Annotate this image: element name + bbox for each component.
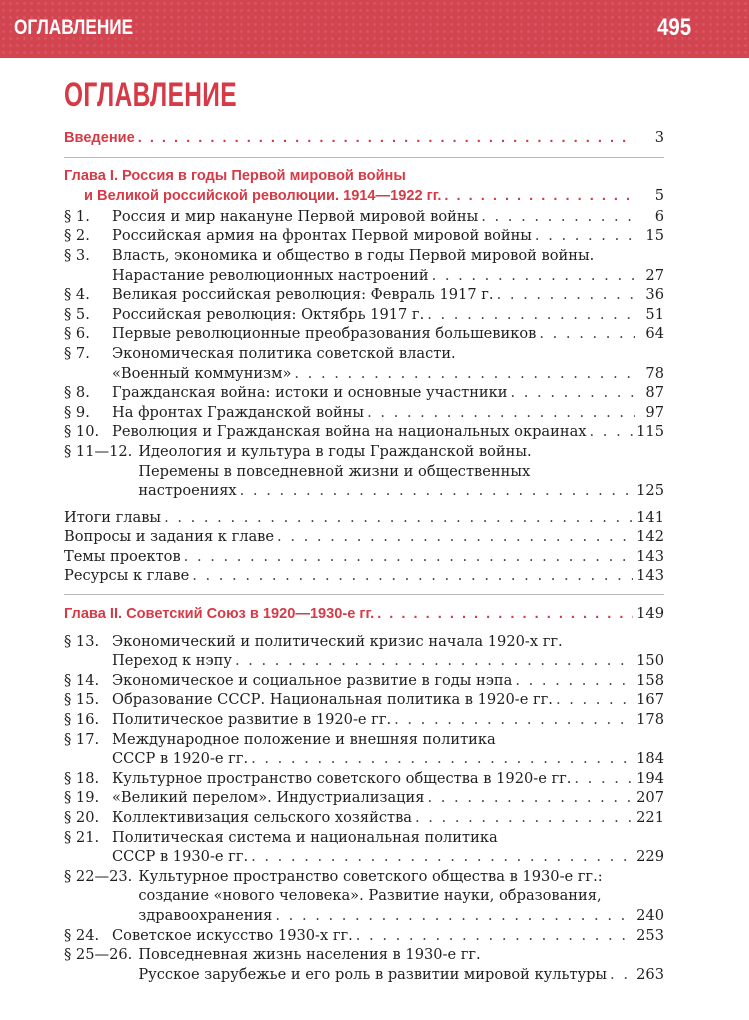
- section-title-line: «Великий перелом». Индустриализация: [112, 789, 425, 807]
- section-body: [138, 867, 664, 926]
- section-title-line: Экономическое и социальное развитие в годы нэпа: [112, 671, 513, 689]
- extra-page: 141: [636, 508, 664, 526]
- section-title-line: Великая российская революция: Февраль 1917 г.: [112, 286, 494, 304]
- section-page: 6: [654, 207, 664, 225]
- section-title-line: Образование СССР. Национальная политика в 1920-е гг.: [112, 691, 553, 709]
- leader-dots: [610, 965, 633, 985]
- section-number: § 17.: [64, 730, 100, 748]
- section-title-line: Первые революционные преобразования большевиков: [112, 325, 537, 343]
- toc-section[interactable]: [64, 422, 664, 442]
- leader-dots: [394, 710, 633, 730]
- section-number: § 22—23.: [64, 867, 133, 885]
- leader-dots: [275, 906, 633, 926]
- section-body: [112, 344, 664, 383]
- section-title-line: Экономическая политика советской власти.: [112, 344, 456, 362]
- section-body: [112, 710, 664, 730]
- section-title-line: Повседневная жизнь населения в 1930-е гг.: [138, 946, 481, 964]
- section-body: [112, 769, 664, 789]
- toc-intro[interactable]: [64, 128, 664, 149]
- toc-section[interactable]: [64, 769, 664, 789]
- toc-chapter-1[interactable]: [64, 167, 664, 207]
- section-number: § 7.: [64, 344, 90, 362]
- section-body: [112, 828, 664, 867]
- section-page: 194: [636, 769, 664, 787]
- section-page: 27: [645, 266, 664, 284]
- divider: [64, 594, 664, 595]
- section-body: [112, 730, 664, 769]
- section-title-line: СССР в 1930-е гг.: [112, 848, 249, 866]
- section-number: § 15.: [64, 691, 100, 709]
- section-body: [112, 226, 664, 246]
- section-number: § 18.: [64, 769, 100, 787]
- section-number: § 21.: [64, 828, 100, 846]
- chapter-2-sections: [64, 632, 664, 985]
- leader-dots: [251, 749, 633, 769]
- toc-section[interactable]: [64, 710, 664, 730]
- toc-section[interactable]: [64, 207, 664, 227]
- leader-dots: [184, 547, 633, 567]
- toc-chapter-2[interactable]: [64, 604, 664, 625]
- section-page: 150: [636, 652, 664, 670]
- section-page: 15: [645, 227, 664, 245]
- leader-dots: [427, 305, 635, 325]
- toc-section[interactable]: [64, 383, 664, 403]
- leader-dots: [590, 422, 634, 442]
- toc-section[interactable]: [64, 632, 664, 671]
- leader-dots: [377, 605, 633, 625]
- section-title-line: Перемены в повседневной жизни и общественных: [138, 462, 531, 480]
- page-header: [0, 0, 749, 58]
- section-body: [112, 422, 664, 442]
- section-number: § 3.: [64, 246, 90, 264]
- section-title-line: Русское зарубежье и его роль в развитии мировой культуры: [138, 965, 608, 983]
- extra-title: Вопросы и задания к главе: [64, 528, 275, 546]
- section-title-line: Российская армия на фронтах Первой мировой войны: [112, 227, 532, 245]
- section-number: § 16.: [64, 711, 100, 729]
- extra-page: 143: [636, 567, 664, 585]
- section-title-line: Идеология и культура в годы Гражданской войны.: [138, 442, 532, 460]
- toc-section[interactable]: [64, 788, 664, 808]
- section-number: § 2.: [64, 227, 90, 245]
- chapter-2-page: 149: [636, 605, 664, 623]
- section-title-line: Советское искусство 1930-х гг.: [112, 926, 353, 944]
- leader-dots: [251, 847, 633, 867]
- section-title-line: Коллективизация сельского хозяйства: [112, 809, 412, 826]
- leader-dots: [367, 403, 635, 423]
- extra-title: Итоги главы: [64, 508, 162, 526]
- leader-dots: [277, 527, 633, 547]
- page-title: ОГЛАВЛЕНИЕ: [64, 76, 237, 114]
- chapter-1-sections: [64, 207, 664, 501]
- section-body: [112, 403, 664, 423]
- section-number: § 14.: [64, 671, 100, 689]
- toc-extra[interactable]: [64, 527, 664, 547]
- toc-section[interactable]: [64, 324, 664, 344]
- section-page: 51: [645, 305, 664, 323]
- section-number: § 24.: [64, 926, 100, 944]
- section-title-line: Революция и Гражданская война на национальных окраинах: [112, 423, 587, 441]
- section-title-line: Культурное пространство советского общества в 1920-е гг.: [112, 769, 572, 787]
- section-body: [112, 383, 664, 403]
- section-page: 78: [645, 364, 664, 382]
- toc-section[interactable]: [64, 945, 664, 984]
- toc-section[interactable]: [64, 285, 664, 305]
- section-body: [112, 671, 664, 691]
- section-title-line: настроениях: [138, 482, 237, 500]
- section-body: [112, 808, 664, 828]
- section-title-line: Россия и мир накануне Первой мировой войны: [112, 207, 479, 225]
- toc-section[interactable]: [64, 671, 664, 691]
- section-number: § 1.: [64, 207, 90, 225]
- toc-section[interactable]: [64, 690, 664, 710]
- section-number: § 25—26.: [64, 946, 133, 964]
- section-number: § 8.: [64, 384, 90, 402]
- section-number: § 5.: [64, 305, 90, 323]
- leader-dots: [192, 566, 633, 586]
- section-page: 87: [645, 384, 664, 402]
- leader-dots: [235, 651, 633, 671]
- leader-dots: [481, 207, 635, 227]
- leader-dots: [432, 266, 635, 286]
- leader-dots: [535, 226, 635, 246]
- header-page-number: 495: [656, 14, 691, 41]
- section-body: [112, 305, 664, 325]
- section-number: § 11—12.: [64, 442, 133, 460]
- leader-dots: [556, 690, 633, 710]
- section-page: 167: [636, 691, 664, 709]
- section-body: [112, 324, 664, 344]
- section-title-line: На фронтах Гражданской войны: [112, 403, 365, 421]
- section-number: § 9.: [64, 403, 90, 421]
- toc-section[interactable]: [64, 808, 664, 828]
- extra-page: 142: [636, 528, 664, 546]
- section-body: [138, 945, 664, 984]
- divider: [64, 157, 664, 158]
- section-page: 221: [636, 809, 664, 826]
- toc-section[interactable]: [64, 344, 664, 383]
- section-page: 178: [636, 711, 664, 729]
- leader-dots: [164, 508, 633, 528]
- section-number: § 10.: [64, 423, 100, 441]
- section-title-line: Нарастание революционных настроений: [112, 266, 429, 284]
- toc-extra[interactable]: [64, 508, 664, 528]
- toc-section[interactable]: [64, 730, 664, 769]
- section-body: [112, 632, 664, 671]
- section-page: 36: [645, 286, 664, 304]
- toc-section[interactable]: [64, 926, 664, 946]
- section-page: 158: [636, 671, 664, 689]
- toc-extra[interactable]: [64, 547, 664, 567]
- section-number: § 20.: [64, 809, 100, 826]
- leader-dots: [515, 671, 633, 691]
- section-title-line: Политическая система и национальная политика: [112, 828, 498, 846]
- leader-dots: [427, 788, 633, 808]
- section-body: [112, 788, 664, 808]
- section-title-line: Гражданская война: истоки и основные участники: [112, 384, 508, 402]
- section-title-line: Российская революция: Октябрь 1917 г.: [112, 305, 425, 323]
- section-page: 97: [645, 403, 664, 421]
- section-title-line: «Военный коммунизм»: [112, 364, 292, 382]
- toc-section[interactable]: [64, 403, 664, 423]
- section-page: 229: [636, 848, 664, 866]
- leader-dots: [511, 383, 636, 403]
- section-body: [112, 926, 664, 946]
- toc-section[interactable]: [64, 442, 664, 501]
- section-title-line: Культурное пространство советского общества в 1930-е гг.:: [138, 867, 603, 885]
- section-page: 240: [636, 906, 664, 924]
- section-body: [112, 285, 664, 305]
- leader-dots: [539, 324, 635, 344]
- section-number: § 13.: [64, 632, 100, 650]
- leader-dots: [444, 187, 635, 207]
- section-title-line: Международное положение и внешняя политика: [112, 730, 496, 748]
- extra-title: Темы проектов: [64, 547, 181, 565]
- toc-intro-label: Введение: [64, 130, 135, 146]
- extra-page: 143: [636, 547, 664, 565]
- leader-dots: [415, 808, 633, 828]
- leader-dots: [356, 926, 633, 946]
- chapter-1-title-line-2: и Великой российской революции. 1914—1922 гг.: [84, 188, 442, 205]
- section-number: § 4.: [64, 286, 90, 304]
- section-body: [112, 246, 664, 285]
- section-title-line: СССР в 1920-е гг.: [112, 750, 249, 768]
- toc-section[interactable]: [64, 246, 664, 285]
- section-page: 125: [636, 482, 664, 500]
- leader-dots: [294, 364, 635, 384]
- section-number: § 19.: [64, 789, 100, 807]
- section-page: 64: [645, 325, 664, 343]
- section-title-line: здравоохранения: [138, 906, 273, 924]
- section-body: [138, 442, 664, 501]
- section-title-line: создание «нового человека». Развитие науки, образования,: [138, 887, 602, 905]
- section-body: [112, 207, 664, 227]
- toc-section[interactable]: [64, 226, 664, 246]
- chapter-2-title: Глава II. Советский Союз в 1920—1930-е гг.: [64, 606, 375, 623]
- section-title-line: Власть, экономика и общество в годы Первой мировой войны.: [112, 246, 595, 264]
- section-page: 263: [636, 965, 664, 983]
- section-body: [112, 690, 664, 710]
- section-title-line: Экономический и политический кризис начала 1920-х гг.: [112, 632, 563, 650]
- toc-section[interactable]: [64, 867, 664, 926]
- leader-dots: [138, 129, 635, 149]
- table-of-contents: [64, 128, 664, 984]
- chapter-1-extras: [64, 508, 664, 586]
- section-title-line: Политическое развитие в 1920-е гг.: [112, 711, 392, 729]
- section-title-line: Переход к нэпу: [112, 652, 232, 670]
- section-page: 207: [636, 789, 664, 807]
- toc-section[interactable]: [64, 305, 664, 325]
- leader-dots: [574, 769, 633, 789]
- section-page: 115: [636, 423, 664, 441]
- extra-title: Ресурсы к главе: [64, 567, 190, 585]
- toc-section[interactable]: [64, 828, 664, 867]
- chapter-1-title-line-1: Глава I. Россия в годы Первой мировой войны: [64, 167, 406, 184]
- section-number: § 6.: [64, 325, 90, 343]
- section-page: 253: [636, 926, 664, 944]
- section-page: 184: [636, 750, 664, 768]
- header-section-title: ОГЛАВЛЕНИЕ: [14, 16, 134, 39]
- toc-extra[interactable]: [64, 566, 664, 586]
- leader-dots: [240, 481, 633, 501]
- chapter-1-page: 5: [654, 187, 664, 205]
- leader-dots: [497, 285, 635, 305]
- toc-intro-page: 3: [654, 129, 664, 146]
